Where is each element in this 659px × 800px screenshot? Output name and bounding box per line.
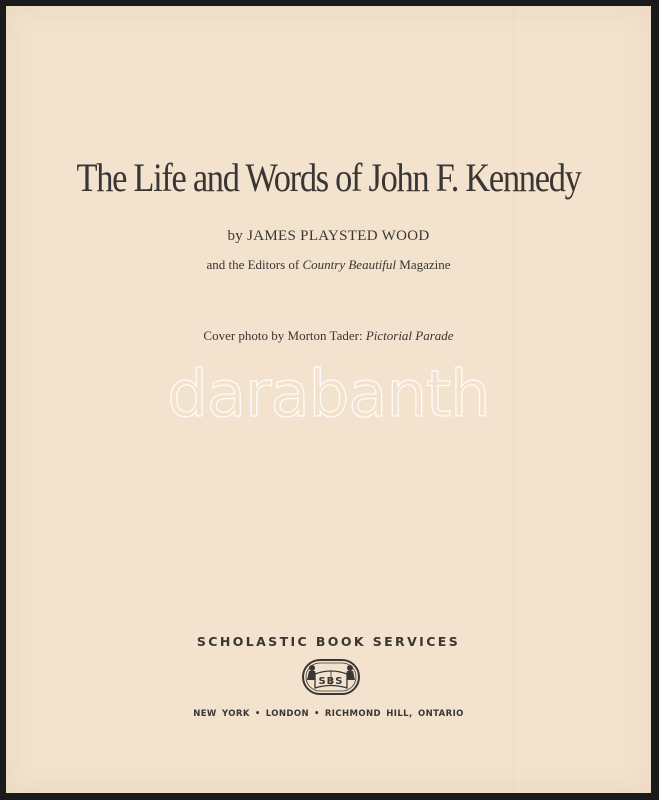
cover-credit-prefix: Cover photo by Morton Tader: <box>203 328 366 343</box>
publisher-name: SCHOLASTIC BOOK SERVICES <box>196 634 461 649</box>
city-separator: • <box>254 709 261 719</box>
author-line: by JAMES PLAYSTED WOOD <box>227 228 430 244</box>
editors-prefix: and the Editors of <box>206 257 303 272</box>
publisher-logo-icon <box>299 656 363 698</box>
cover-credit-source: Pictorial Parade <box>365 328 454 343</box>
magazine-name: Country Beautiful <box>302 257 397 272</box>
city-new-york: NEW YORK <box>193 709 250 719</box>
city-london: LONDON <box>265 709 309 719</box>
publisher-cities <box>6 709 651 719</box>
title-page <box>6 6 651 793</box>
logo-text: SBS <box>318 676 344 687</box>
watermark: darabanth <box>167 358 490 432</box>
editors-line <box>6 257 651 273</box>
city-richmond-hill: RICHMOND HILL, ONTARIO <box>324 709 464 719</box>
editors-suffix: Magazine <box>396 257 451 272</box>
cover-credit <box>6 328 651 344</box>
book-title: The Life and Words of John F. Kennedy <box>76 155 581 200</box>
city-separator: • <box>313 709 320 719</box>
